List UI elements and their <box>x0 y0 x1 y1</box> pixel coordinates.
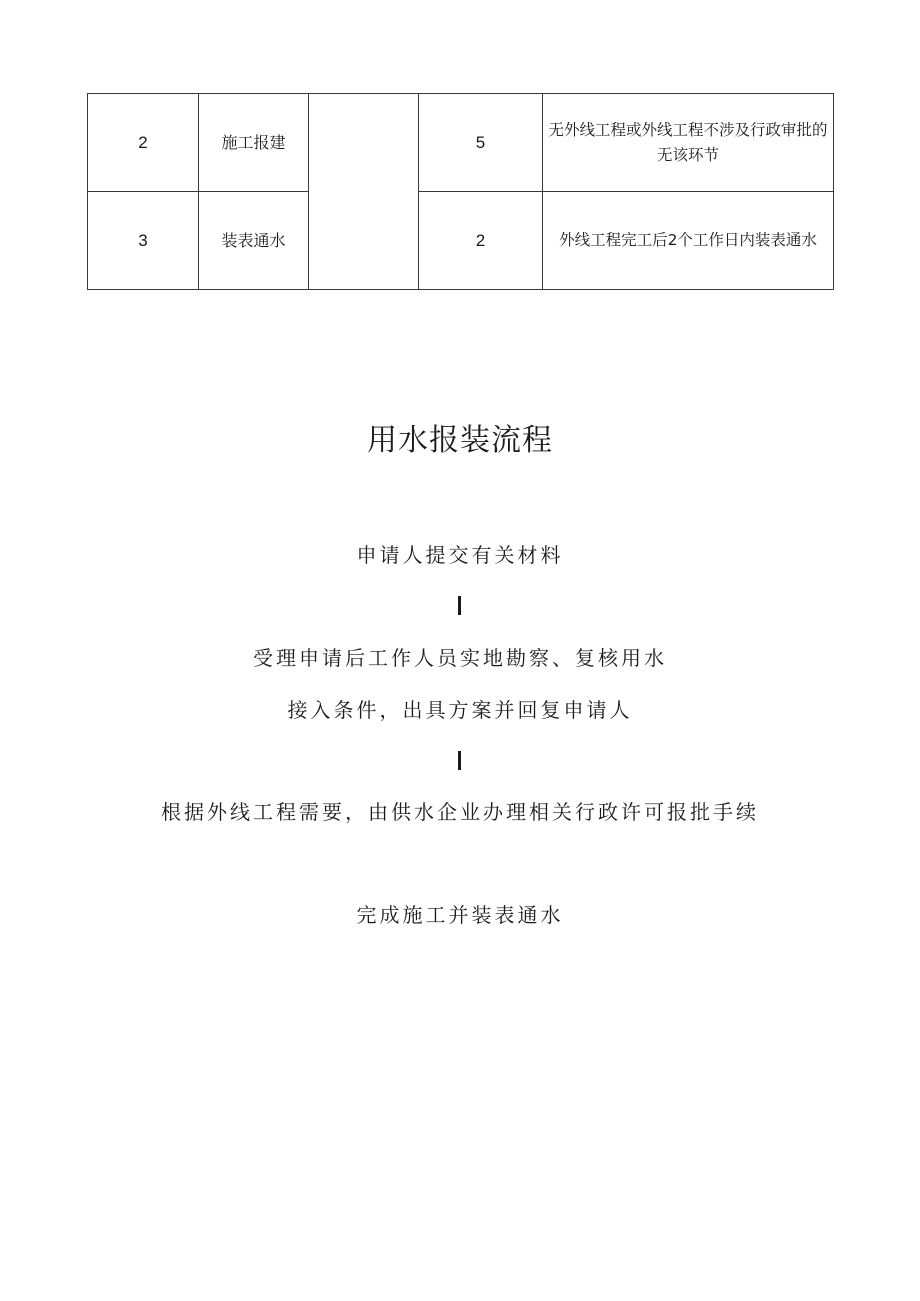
step-name-cell: 装表通水 <box>199 192 309 290</box>
step-name-cell: 施工报建 <box>199 94 309 192</box>
flow-connector <box>458 596 461 615</box>
step-number-cell: 2 <box>88 94 199 192</box>
table-row <box>88 94 834 192</box>
approval-steps-table <box>87 93 834 290</box>
flow-step-survey-line1: 受理申请后工作人员实地勘察、复核用水 <box>253 646 667 670</box>
flow-step-complete: 完成施工并装表通水 <box>356 903 564 927</box>
flow-step-permit: 根据外线工程需要，由供水企业办理相关行政许可报批手续 <box>161 800 759 824</box>
flow-step-submit: 申请人提交有关材料 <box>356 543 564 567</box>
step-note-cell: 无外线工程或外线工程不涉及行政审批的无该环节 <box>543 94 834 192</box>
merged-empty-cell <box>309 94 419 290</box>
flow-step-survey-line2: 接入条件，出具方案并回复申请人 <box>287 698 633 722</box>
step-number-cell: 3 <box>88 192 199 290</box>
step-note-cell: 外线工程完工后2个工作日内装表通水 <box>543 192 834 290</box>
flow-title: 用水报装流程 <box>367 423 553 458</box>
flow-connector <box>458 751 461 770</box>
table-row <box>88 192 834 290</box>
step-days-cell: 2 <box>419 192 543 290</box>
step-days-cell: 5 <box>419 94 543 192</box>
